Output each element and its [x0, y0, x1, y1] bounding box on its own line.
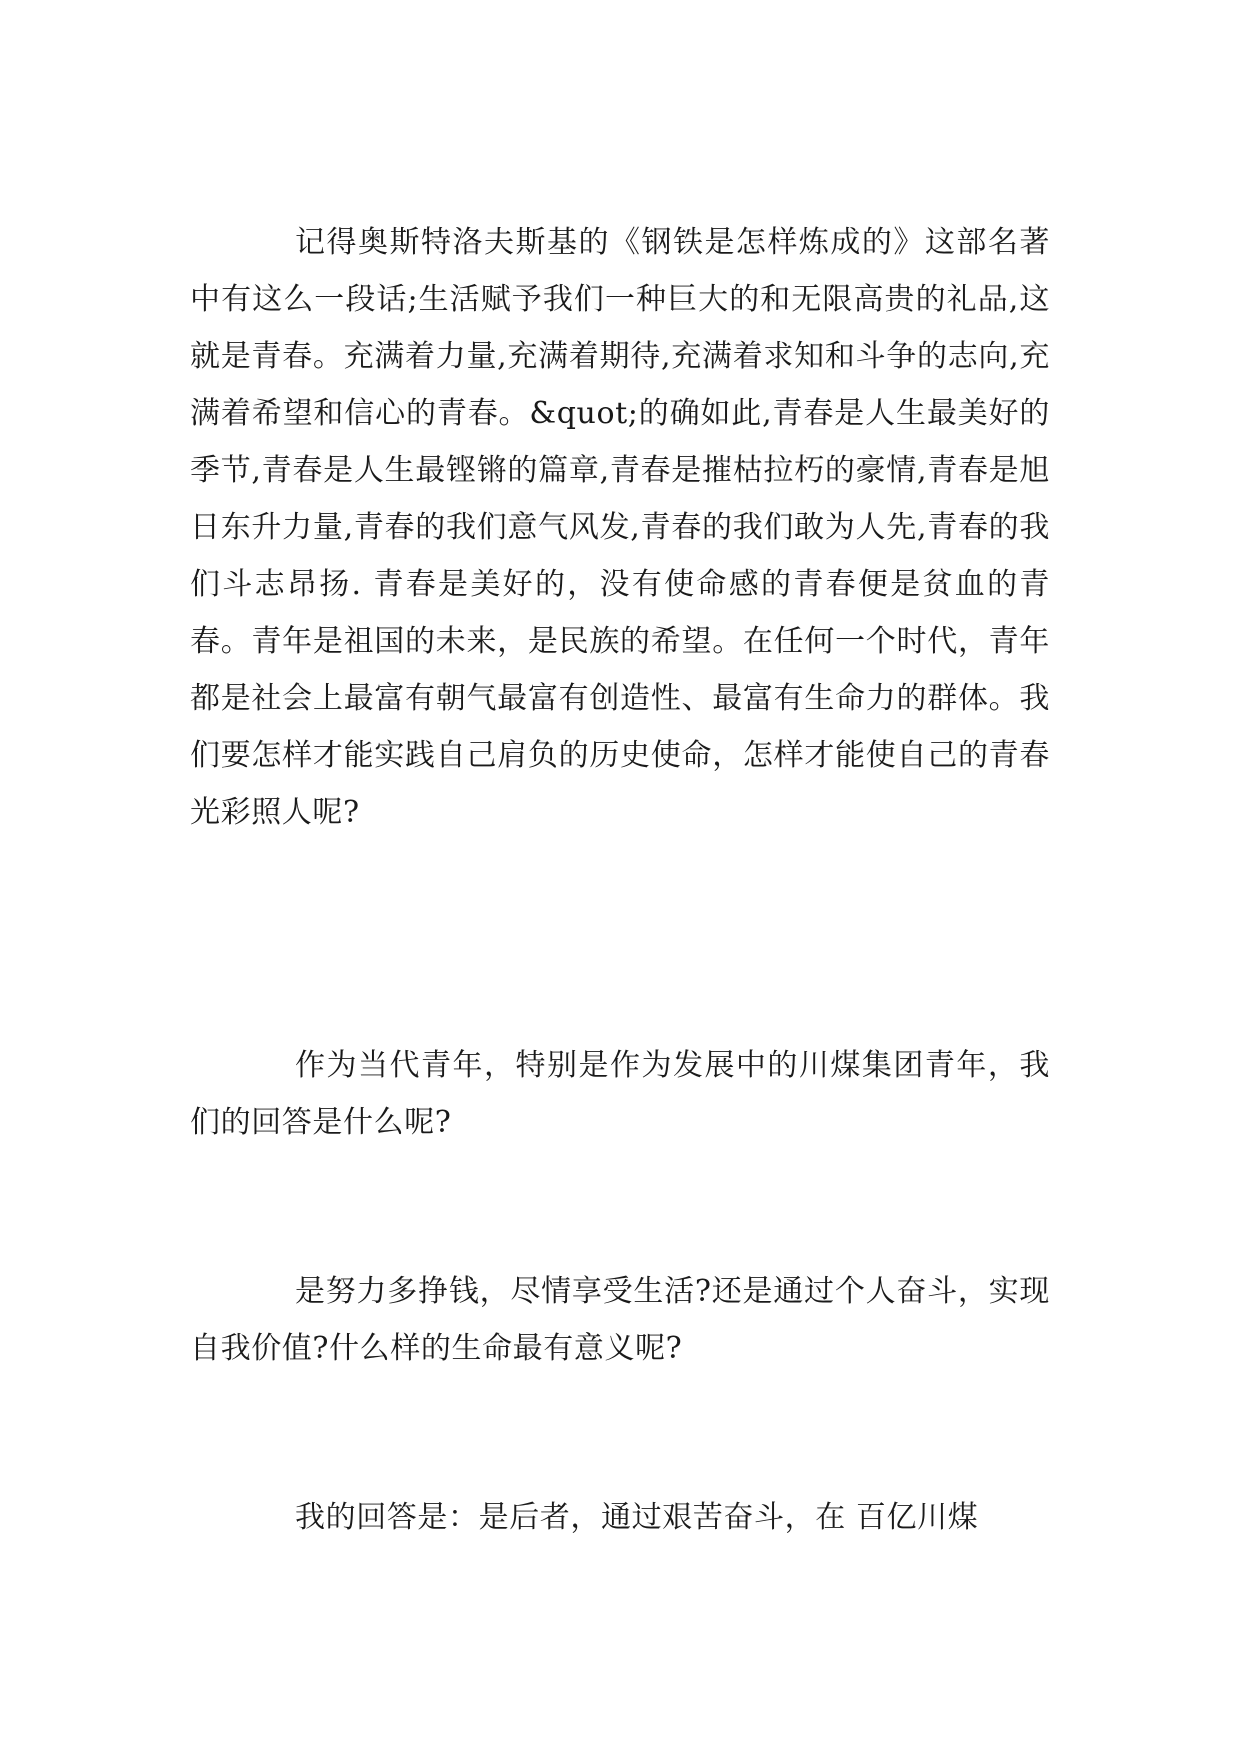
body-paragraph-2: 作为当代青年，特别是作为发展中的川煤集团青年，我们的回答是什么呢?: [190, 1048, 1050, 1140]
body-paragraph-1: 记得奥斯特洛夫斯基的《钢铁是怎样炼成的》这部名著中有这么一段话;生活赋予我们一种巨大的和无限高贵的礼品,这就是青春。充满着力量,充满着期待,充满着求知和斗争的志向,充满着希望和信心的青春。&quot;的确如此,青春是人生最美好的季节,青春是人生最铿锵的篇章,青春是摧枯拉朽的豪情,青春是旭日东升力量,青春的我们意气风发,青春的我们敢为人先,青春的我们斗志昂扬. 青春是美好的，没有使命感的青春便是贫血的青春。青年是祖国的未来，是民族的希望。在任何一个时代，青年都是社会上最富有朝气最富有创造性、最富有生命力的群体。我们要怎样才能实践自己肩负的历史使命，怎样才能使自己的青春光彩照人呢?: [190, 225, 1050, 830]
body-paragraph-3: 是努力多挣钱，尽情享受生活?还是通过个人奋斗，实现自我价值?什么样的生命最有意义呢?: [190, 1274, 1050, 1366]
body-paragraph-4: 我的回答是：是后者，通过艰苦奋斗，在 百亿川煤: [295, 1500, 979, 1535]
